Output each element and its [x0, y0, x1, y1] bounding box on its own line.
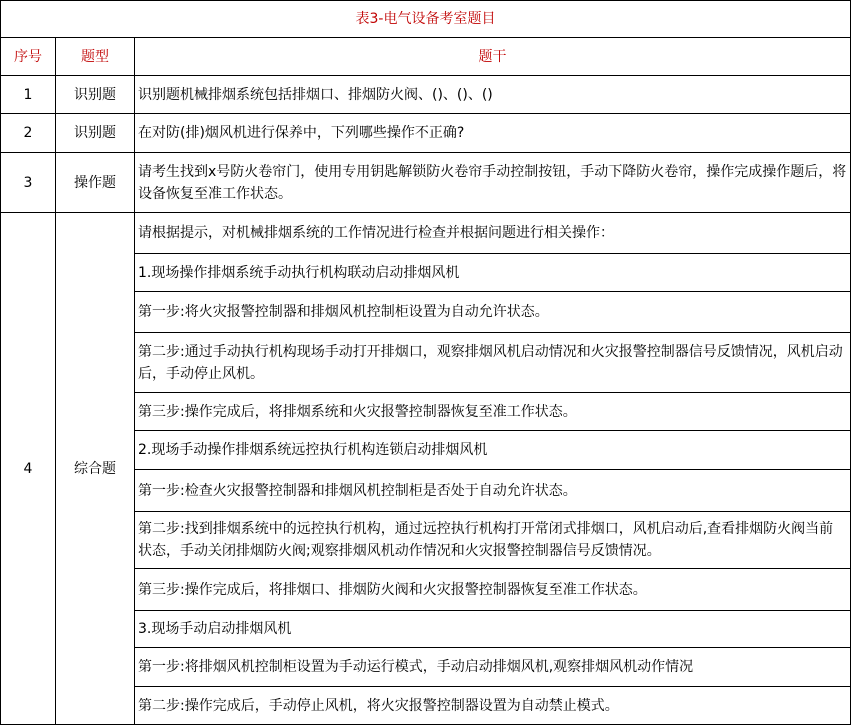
row-stem-line: 第三步:操作完成后，将排烟口、排烟防火阀和火灾报警控制器恢复至准工作状态。 — [135, 569, 851, 611]
row-stem-line: 第二步:找到排烟系统中的远控执行机构，通过远控执行机构打开常闭式排烟口，风机启动后,查看排烟防火阀当前状态，手动关闭排烟防火阀;观察排烟风机动作情况和火灾报警控制器信号反馈情况。 — [135, 512, 851, 569]
row-stem-line: 第一步:将火灾报警控制器和排烟风机控制柜设置为自动允许状态。 — [135, 292, 851, 333]
row-stem-line: 3.现场手动启动排烟风机 — [135, 611, 851, 648]
row-stem-line: 1.现场操作排烟系统手动执行机构联动启动排烟风机 — [135, 254, 851, 292]
row-stem-line: 第一步:检查火灾报警控制器和排烟风机控制柜是否处于自动允许状态。 — [135, 470, 851, 512]
header-no: 序号 — [1, 38, 56, 76]
row-stem-line: 第二步:通过手动执行机构现场手动打开排烟口，观察排烟风机启动情况和火灾报警控制器信号反馈情况，风机启动后，手动停止风机。 — [135, 333, 851, 393]
row-number: 4 — [1, 213, 56, 725]
row-stem-line: 第二步:操作完成后，手动停止风机，将火灾报警控制器设置为自动禁止模式。 — [135, 687, 851, 725]
row-type: 识别题 — [56, 76, 135, 114]
row-number: 1 — [1, 76, 56, 114]
table-title: 表3-电气设备考室题目 — [1, 1, 851, 38]
row-stem: 识别题机械排烟系统包括排烟口、排烟防火阀、()、()、() — [135, 76, 851, 114]
header-row — [1, 38, 851, 76]
header-type: 题型 — [56, 38, 135, 76]
row-stem-line: 请根据提示，对机械排烟系统的工作情况进行检查并根据问题进行相关操作： — [135, 213, 851, 254]
row-stem-line: 第三步:操作完成后，将排烟系统和火灾报警控制器恢复至准工作状态。 — [135, 393, 851, 431]
table-row — [1, 213, 851, 254]
row-number: 3 — [1, 153, 56, 213]
row-type: 操作题 — [56, 153, 135, 213]
row-stem-line: 2.现场手动操作排烟系统远控执行机构连锁启动排烟风机 — [135, 431, 851, 470]
table-row — [1, 76, 851, 114]
row-number: 2 — [1, 114, 56, 153]
table-row — [1, 114, 851, 153]
row-stem-line: 第一步:将排烟风机控制柜设置为手动运行模式，手动启动排烟风机,观察排烟风机动作情况 — [135, 648, 851, 687]
header-stem: 题干 — [135, 38, 851, 76]
row-type: 综合题 — [56, 213, 135, 725]
table-row — [1, 153, 851, 213]
row-stem: 请考生找到x号防火卷帘门，使用专用钥匙解锁防火卷帘手动控制按钮，手动下降防火卷帘，操作完成操作题后，将设备恢复至准工作状态。 — [135, 153, 851, 213]
row-type: 识别题 — [56, 114, 135, 153]
row-stem: 在对防(排)烟风机进行保养中，下列哪些操作不正确? — [135, 114, 851, 153]
